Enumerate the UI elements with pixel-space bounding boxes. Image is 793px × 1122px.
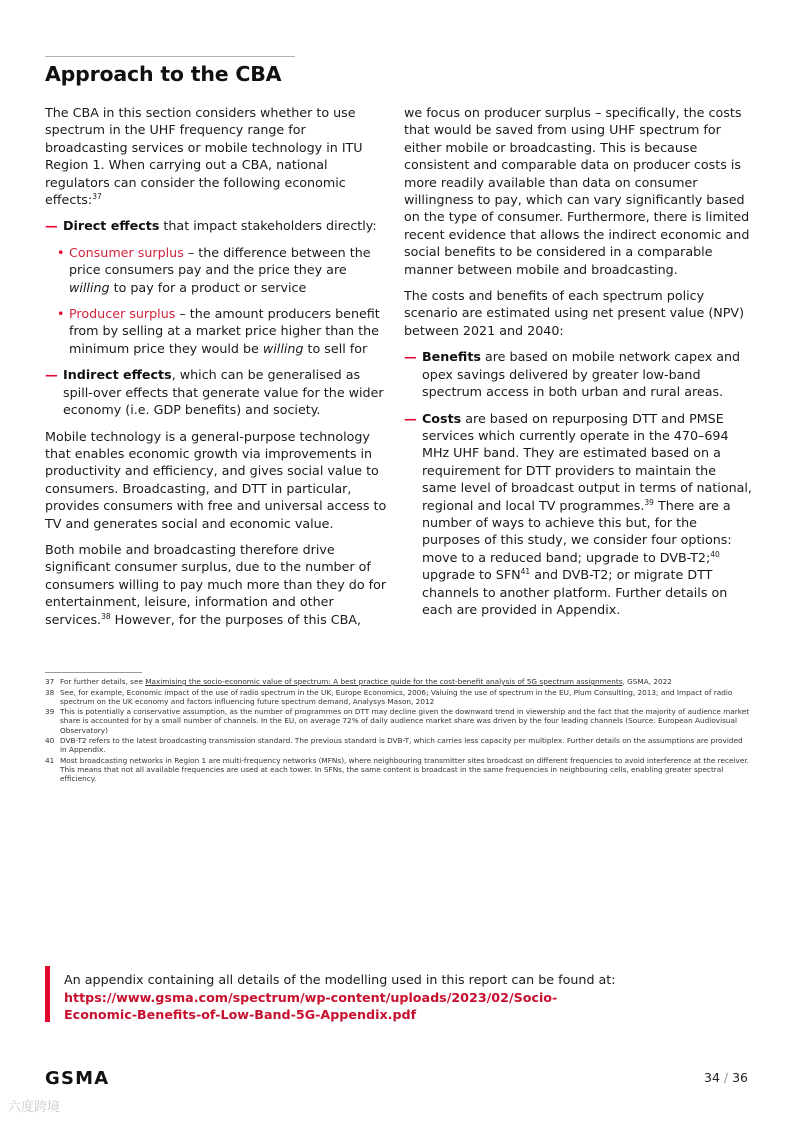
- left-column: [45, 104, 387, 637]
- footnote-rule: [45, 672, 142, 673]
- producer-surplus-paragraph: we focus on producer surplus – specifically, the costs that would be saved from using UHF spectrum for either mobile or broadcasting. This is because consistent and comparable data on producer costs is more readily available than data on consumer willingness to pay, which can vary significantly based on the type of consumer. Furthermore, there is limited recent evidence that allows the indirect economic and social benefits to be considered in a comparable manner between mobile and broadcasting.: [404, 105, 750, 277]
- callout-accent-bar: [45, 966, 50, 1022]
- footnote-ref[interactable]: 37: [92, 192, 102, 202]
- producer-surplus-item: • Producer surplus – the amount producers benefit from by selling at a market price higher than the minimum price they would be willing to sell for: [57, 306, 380, 356]
- intro-paragraph: The CBA in this section considers whether to use spectrum in the UHF frequency range for broadcasting services or mobile technology in ITU Region 1. When carrying out a CBA, national regulators can consider the following economic effects:$^{37}$: [45, 105, 363, 208]
- consumer-surplus-item: • Consumer surplus – the difference between the price consumers pay and the price they are willing to pay for a product or service: [57, 244, 371, 295]
- page-number: 34 / 36: [704, 1070, 748, 1085]
- bullet-icon: •: [57, 306, 65, 322]
- bullet-icon: •: [57, 244, 65, 260]
- mobile-technology-paragraph: Mobile technology is a general-purpose technology that enables economic growth via improvements in productivity and efficiency, and gives social value to consumers. Broadcasting, and DTT in particular, provides consumers with free and universal access to TV and generates social and economic value.: [45, 428, 387, 531]
- dash-bullet-icon: —: [45, 218, 58, 234]
- appendix-link[interactable]: https://www.gsma.com/spectrum/wp-content/uploads/2023/02/Socio-Economic-Benefits-of-Low-Band-5G-Appendix.pdf: [64, 989, 558, 1023]
- direct-effects-item: — Direct effects that impact stakeholders directly:: [45, 218, 377, 234]
- npv-paragraph: The costs and benefits of each spectrum policy scenario are estimated using net present value (NPV) between 2021 and 2040:: [404, 288, 745, 338]
- footnote: 38 See, for example, Economic impact of the use of radio spectrum in the UK, Europe Economics, 2006; Valuing the use of spectrum in the EU, Plum Consulting, 2013; and Impact of radio spectrum on the UK economy and factors influencing future spectrum demand, Analysys Mason, 2012: [45, 687, 733, 706]
- footnote-link[interactable]: Maximising the socio-economic value of spectrum: A best practice guide for the cost-benefit analysis of 5G spectrum assignments: [145, 677, 623, 686]
- callout-text: An appendix containing all details of the modelling used in this report can be found at:: [64, 972, 616, 987]
- footnote-ref[interactable]: 41: [520, 567, 531, 577]
- footnote-ref[interactable]: 40: [710, 549, 720, 559]
- indirect-effects-item: — Indirect effects, which can be generalised as spill-over effects that generate value for the wider economy (i.e. GDP benefits) and society.: [45, 367, 384, 418]
- watermark: 六度跨境: [8, 1100, 61, 1115]
- dash-bullet-icon: —: [45, 367, 58, 383]
- footnote: 41 Most broadcasting networks in Region 1 are multi-frequency networks (MFNs), where neighbouring transmitter sites broadcast on different frequencies to avoid interference at the receiver. This means that not all available frequencies are used at each tower. In SFNs, the same content is broadcast in the same frequencies in neighbouring cells, enabling greater spectral efficiency.: [45, 755, 749, 784]
- dash-bullet-icon: —: [404, 349, 417, 365]
- right-column: [404, 104, 752, 627]
- appendix-callout: [64, 971, 704, 1024]
- top-rule: [45, 56, 295, 57]
- footnote-ref[interactable]: 38: [101, 611, 111, 621]
- costs-item: — Costs are based on repurposing DTT and PMSE services which currently operate in the 470–694 MHz UHF band. They are estimated based on a requirement for DTT providers to maintain the same level of broadcast output in terms of national, regional and local TV programmes.$^{39}$ There are a number of ways to achieve this but, for the purposes of this study, we consider four options: move to a reduced band; upgrade to DVB-T2;$^{40}$ upgrade to SFN$^{41}$ and DVB-T2; or migrate DTT channels to another platform. Further details on each are provided in Appendix.: [404, 410, 752, 617]
- footnote-ref[interactable]: 39: [644, 497, 654, 507]
- footnotes: [45, 677, 750, 785]
- page-title: Approach to the CBA: [45, 62, 282, 86]
- dash-bullet-icon: —: [404, 410, 417, 426]
- gsma-logo: GSMA: [45, 1068, 110, 1089]
- footnote: 40 DVB-T2 refers to the latest broadcasting transmission standard. The previous standard is DVB-T, which carries less capacity per multiplex. Further details on the assumptions are provided in Appendix.: [45, 736, 743, 755]
- consumer-surplus-paragraph: Both mobile and broadcasting therefore drive significant consumer surplus, due to the number of consumers willing to pay much more than they do for entertainment, leisure, information and other services.$^{38}$ However, for the purposes of this CBA,: [45, 541, 387, 627]
- footnote: 39 This is potentially a conservative assumption, as the number of programmes on DTT may decline given the downward trend in viewership and the fact that the majority of audience market share is accounted for by a small number of channels. In the EU, on average 72% of daily audience market share was driven by the four leading channels (Source: European Audiovisual Observatory): [45, 707, 750, 735]
- benefits-item: — Benefits are based on mobile network capex and opex savings delivered by greater low-band spectrum access in both urban and rural areas.: [404, 349, 741, 400]
- footnote: 37 For further details, see Maximising the socio-economic value of spectrum: A best practice guide for the cost-benefit analysis of 5G spectrum assignments, GSMA, 2022: [45, 677, 672, 686]
